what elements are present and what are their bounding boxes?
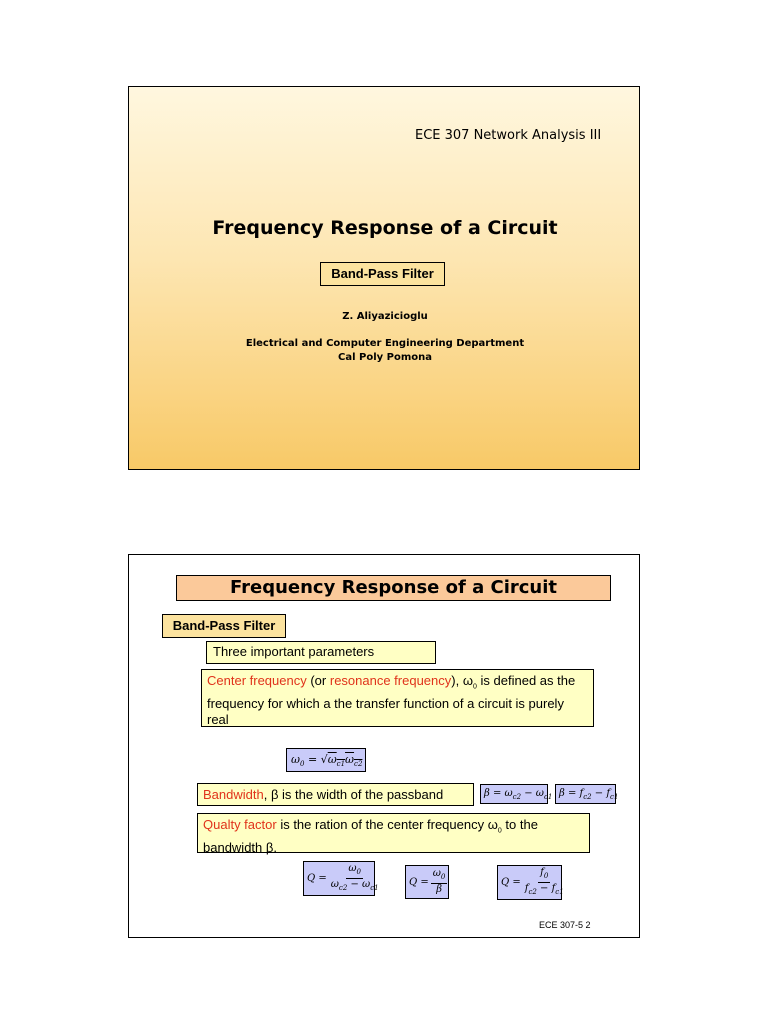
center-frequency-term: Center frequency xyxy=(207,673,307,688)
quality-factor-term: Qualty factor xyxy=(203,817,277,832)
content-slide xyxy=(128,554,640,938)
department-name: Electrical and Computer Engineering Department xyxy=(245,338,525,349)
center-frequency-definition xyxy=(201,669,594,727)
bandwidth-definition-text: , β is the width of the passband xyxy=(263,787,444,802)
bandwidth-definition xyxy=(197,783,474,806)
author-name: Z. Aliyazicioglu xyxy=(342,311,428,322)
resonance-frequency-term: resonance frequency xyxy=(329,673,452,688)
quality-factor-beta-equation: Q = $\frac{\omega_0}{\beta}$ xyxy=(405,865,449,899)
omega-symbol: ω xyxy=(462,673,473,688)
slide-title: Frequency Response of a Circuit xyxy=(176,575,611,601)
quality-text-2: to the bandwidth β. xyxy=(203,817,538,855)
slide-subtitle: Band-Pass Filter xyxy=(320,262,445,286)
bandwidth-term: Bandwidth xyxy=(203,787,264,802)
bandwidth-frequency-equation: $\beta = f_{c2} - f_{c1}$ xyxy=(555,784,616,804)
center-close-text: ), xyxy=(451,673,463,688)
quality-subscript: 0 xyxy=(497,827,502,835)
quality-factor-definition xyxy=(197,813,590,853)
title-slide xyxy=(128,86,640,470)
center-definition-text: is defined as the frequency for which a the transfer function of a circuit is purely real xyxy=(207,673,576,727)
center-frequency-equation xyxy=(286,748,366,772)
bandwidth-omega-equation: $\beta = \omega_{c2} - \omega_{c1}$ xyxy=(480,784,548,804)
equation-text: $\omega_0 = √\omega_{c1}\omega_{c2}$ xyxy=(291,753,363,769)
quality-text-1: is the ration of the center frequency ω xyxy=(276,817,498,832)
slide-footer: ECE 307-5 2 xyxy=(539,920,591,930)
parameters-heading: Three important parameters xyxy=(206,641,436,664)
course-name: ECE 307 Network Analysis III xyxy=(415,128,602,143)
center-open-text: (or xyxy=(306,673,330,688)
slide-subtitle: Band-Pass Filter xyxy=(162,614,286,638)
omega-subscript: 0 xyxy=(473,683,477,691)
slide-title: Frequency Response of a Circuit xyxy=(212,217,558,239)
quality-factor-omega-equation: Q = $\frac{\omega_0}{\omega_{c2} - \omega_{c1}}$ xyxy=(303,861,375,896)
quality-factor-frequency-equation: Q = $\frac{f_0}{f_{c2} - f_{c1}}$ xyxy=(497,865,562,900)
university-name: Cal Poly Pomona xyxy=(338,352,432,363)
